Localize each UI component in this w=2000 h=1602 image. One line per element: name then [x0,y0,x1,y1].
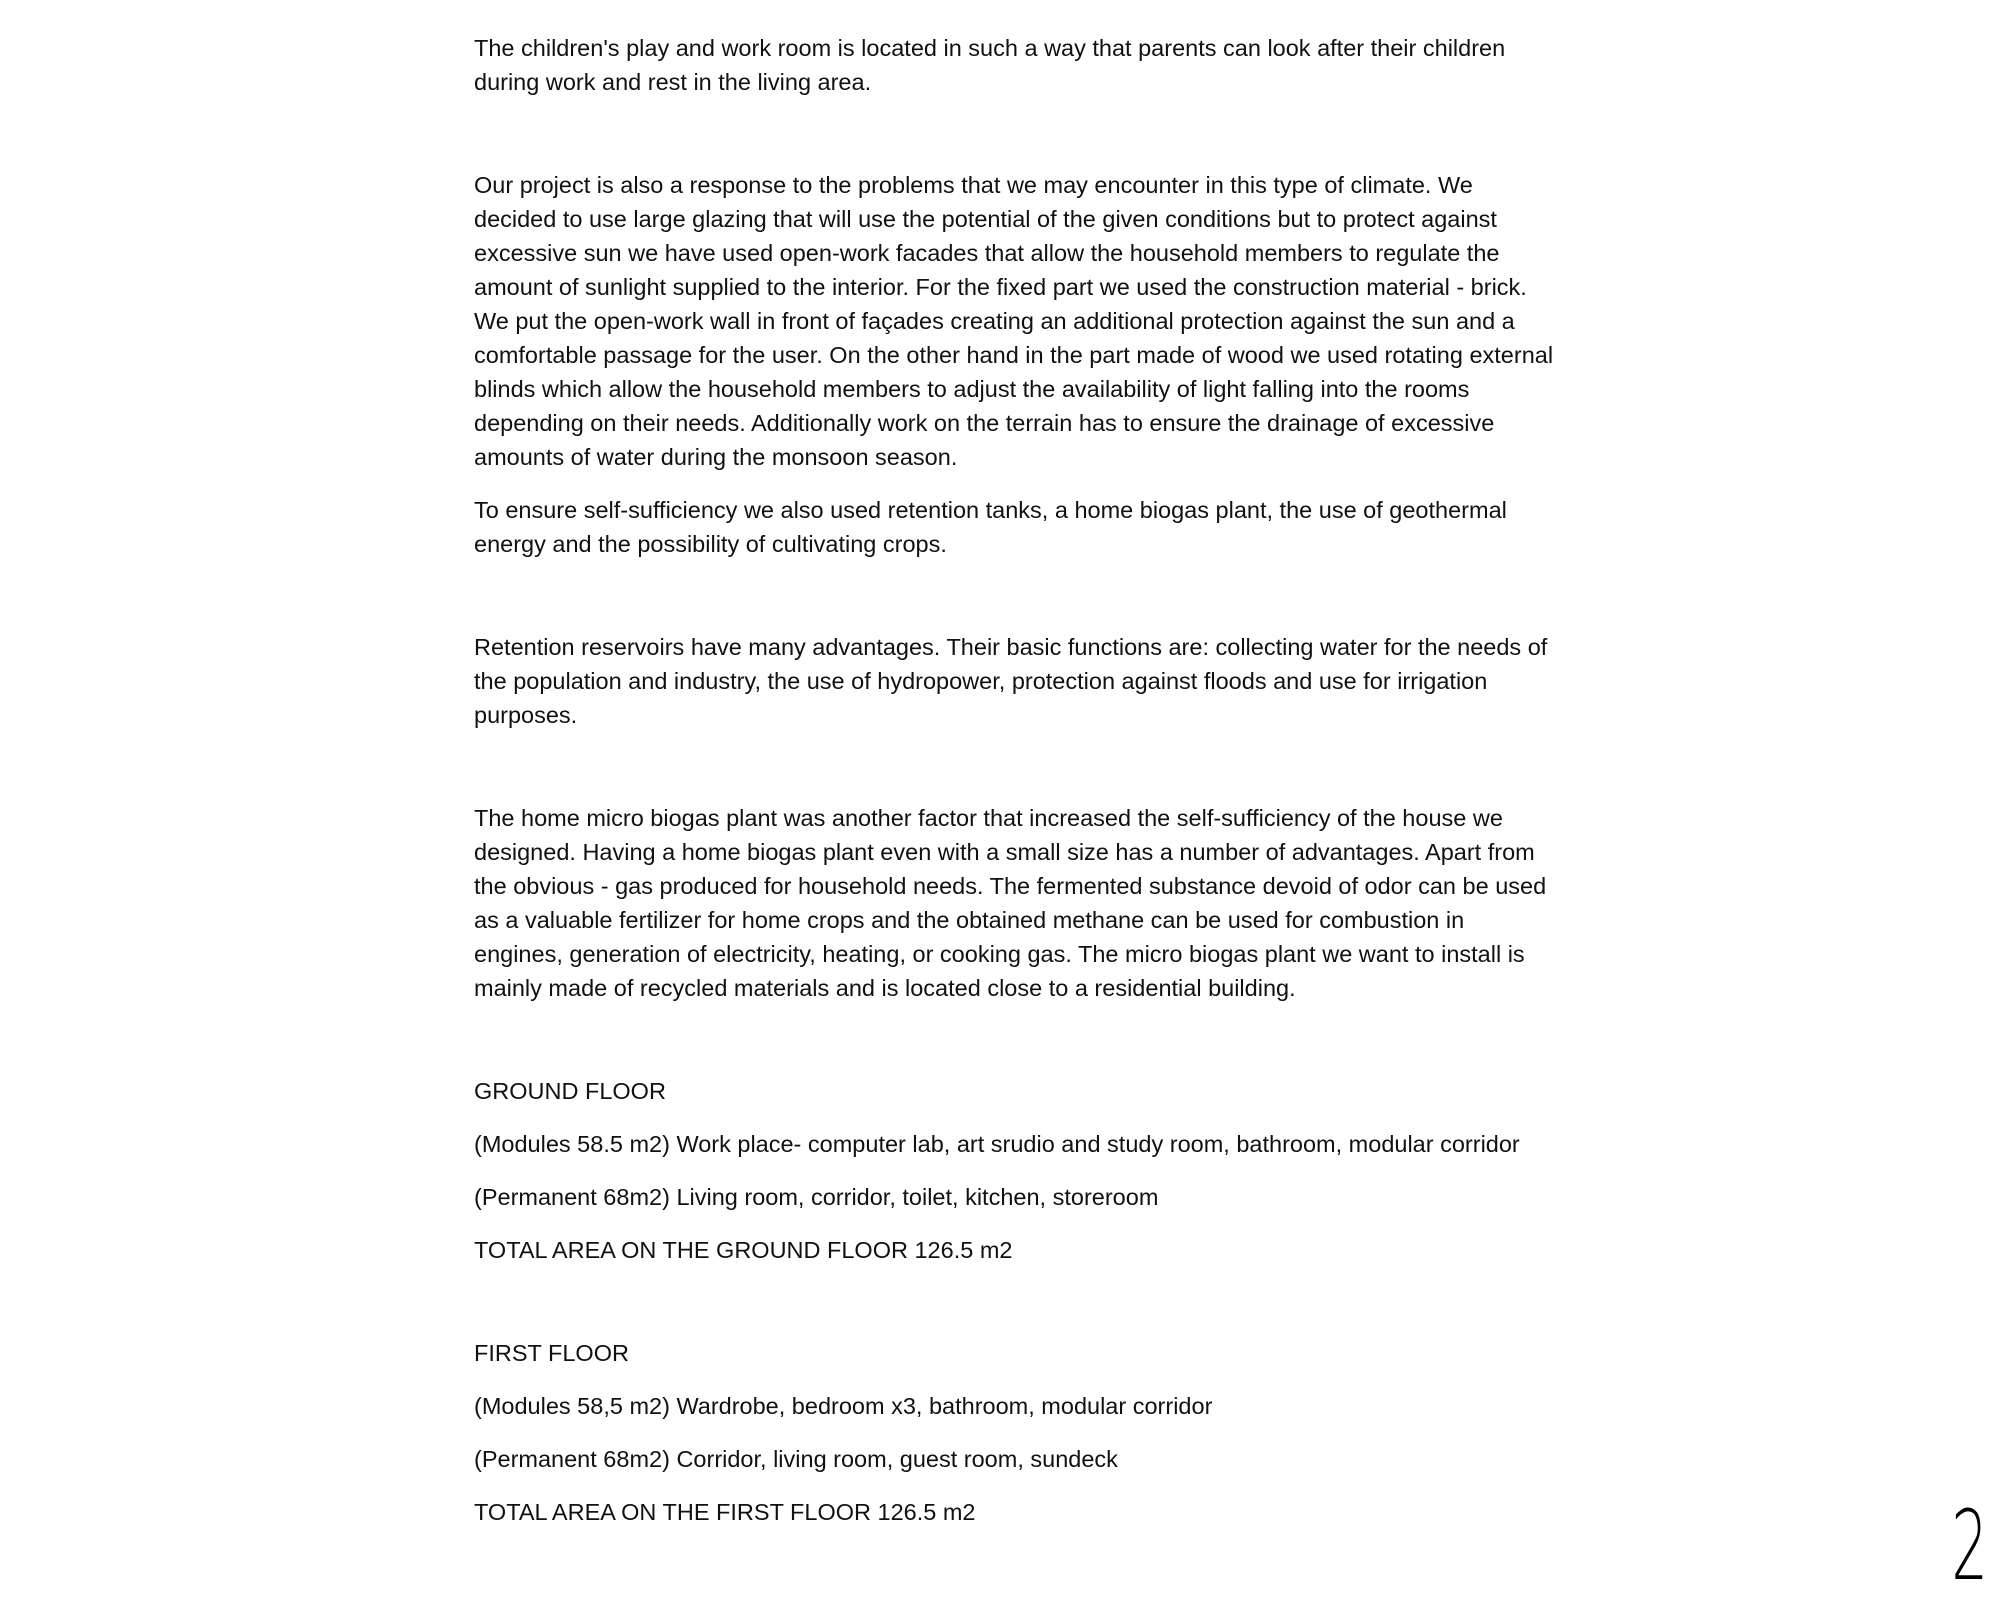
body-text [474,31,1554,1529]
first-floor-heading: FIRST FLOOR [474,1340,629,1366]
paragraph-biogas-plant: The home micro biogas plant was another factor that increased the self-sufficiency of the house we designed. Having a home biogas plant even with a small size has a number of advantages. Apart from the obvious - gas produced for household needs. The fermented substance devoid of odor can be used as a valuable fertilizer for home crops and the obtained methane can be used for combustion in engines, generation of electricity, heating, or cooking gas. The micro biogas plant we want to install is mainly made of recycled materials and is located close to a residential building. [474,805,1547,1001]
ground-floor-heading: GROUND FLOOR [474,1078,666,1104]
ground-floor-total: TOTAL AREA ON THE GROUND FLOOR 126.5 m2 [474,1237,1013,1263]
ground-floor-permanent: (Permanent 68m2) Living room, corridor, toilet, kitchen, storeroom [474,1184,1159,1210]
paragraph-climate-response: Our project is also a response to the problems that we may encounter in this type of climate. We decided to use large glazing that will use the potential of the given conditions but to protect against excessive sun we have used open-work facades that allow the household members to regulate the amount of sunlight supplied to the interior. For the fixed part we used the construction material - brick. We put the open-work wall in front of façades creating an additional protection against the sun and a comfortable passage for the user. On the other hand in the part made of wood we used rotating external blinds which allow the household members to adjust the availability of light falling into the rooms depending on their needs. Additionally work on the terrain has to ensure the drainage of excessive amounts of water during the monsoon season. [474,172,1554,470]
paragraph-children-room: The children's play and work room is located in such a way that parents can look after their children during work and rest in the living area. [474,35,1506,95]
first-floor-total: TOTAL AREA ON THE FIRST FLOOR 126.5 m2 [474,1499,976,1525]
first-floor-permanent: (Permanent 68m2) Corridor, living room, guest room, sundeck [474,1446,1118,1472]
ground-floor-modules: (Modules 58.5 m2) Work place- computer lab, art srudio and study room, bathroom, modular corridor [474,1131,1520,1157]
paragraph-self-sufficiency: To ensure self-sufficiency we also used retention tanks, a home biogas plant, the use of geothermal energy and the possibility of cultivating crops. [474,497,1507,557]
page-number: 2 [1951,1490,1988,1602]
paragraph-retention-reservoirs: Retention reservoirs have many advantages. Their basic functions are: collecting water for the needs of the population and industry, the use of hydropower, protection against floods and use for irrigation purposes. [474,634,1548,728]
first-floor-modules: (Modules 58,5 m2) Wardrobe, bedroom x3, bathroom, modular corridor [474,1393,1213,1419]
